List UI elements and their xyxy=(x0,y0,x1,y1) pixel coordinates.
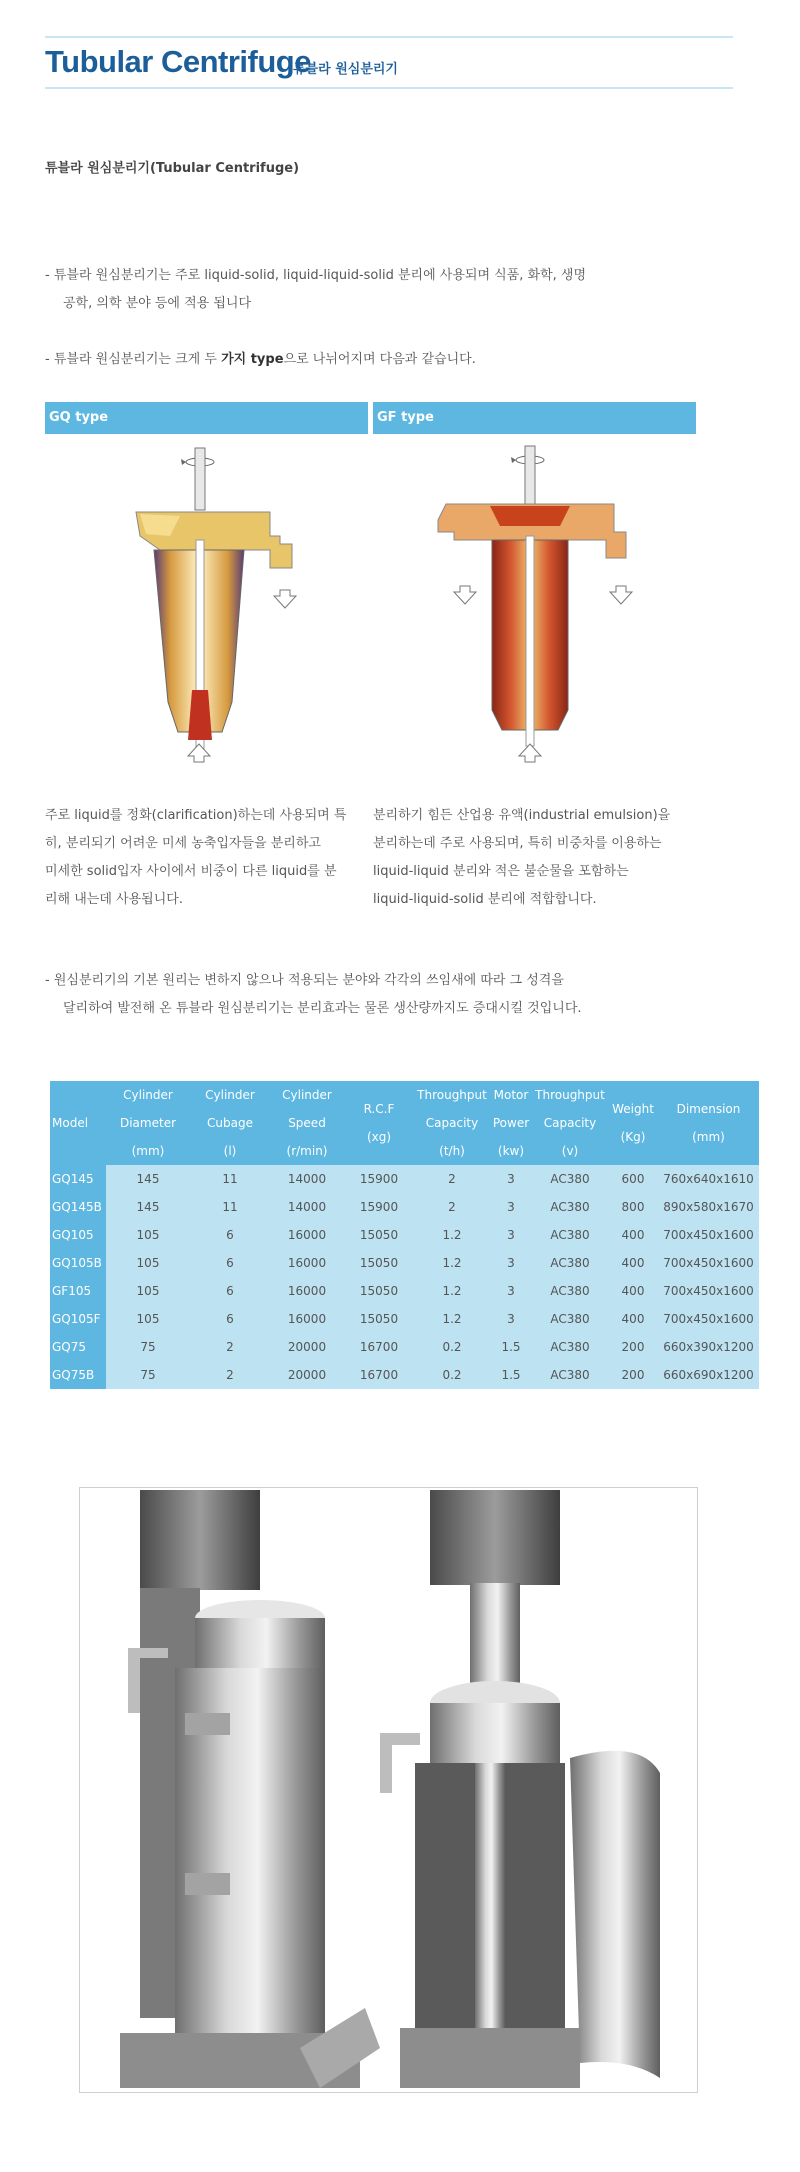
bullet-2-post: 으로 나뉘어지며 다음과 같습니다. xyxy=(283,352,476,367)
table-cell: 3 xyxy=(490,1277,532,1305)
section-title: 튜블라 원심분리기(Tubular Centrifuge) xyxy=(45,161,300,176)
title-underline xyxy=(45,87,733,89)
table-cell: 2 xyxy=(414,1165,490,1193)
gq-desc-line-3: 미세한 solid입자 사이에서 비중이 다른 liquid를 분 xyxy=(45,864,337,879)
table-row xyxy=(50,1277,759,1305)
table-cell: 16000 xyxy=(270,1277,344,1305)
table-cell: 16700 xyxy=(344,1361,414,1389)
spec-table xyxy=(50,1081,759,1389)
product-photo xyxy=(79,1487,698,2093)
table-cell: 145 xyxy=(106,1193,190,1221)
table-cell: 2 xyxy=(190,1361,270,1389)
table-cell: 760x640x1610 xyxy=(658,1165,759,1193)
table-cell: AC380 xyxy=(532,1361,608,1389)
table-cell: 700x450x1600 xyxy=(658,1249,759,1277)
table-cell: 15050 xyxy=(344,1221,414,1249)
gf-description xyxy=(373,802,713,914)
table-cell: 15900 xyxy=(344,1193,414,1221)
table-cell: 400 xyxy=(608,1249,658,1277)
table-cell: 800 xyxy=(608,1193,658,1221)
col-weight: Weight (Kg) xyxy=(608,1081,658,1165)
model-cell: GQ75B xyxy=(50,1361,106,1389)
gq-type-bar xyxy=(45,402,368,434)
table-row xyxy=(50,1361,759,1389)
table-cell: 3 xyxy=(490,1249,532,1277)
gq-desc-line-4: 리해 내는데 사용됩니다. xyxy=(45,892,183,907)
gf-type-bar xyxy=(373,402,696,434)
page-subtitle: 튜블라 원심분리기 xyxy=(293,62,398,77)
gq-centrifuge-diagram xyxy=(120,440,310,770)
col-motor-power: Motor Power (kw) xyxy=(490,1081,532,1165)
table-cell: AC380 xyxy=(532,1333,608,1361)
table-cell: 660x690x1200 xyxy=(658,1361,759,1389)
table-cell: 2 xyxy=(190,1333,270,1361)
bullet-1-line-2: 공학, 의학 분야 등에 적용 됩니다 xyxy=(63,296,252,311)
table-cell: 105 xyxy=(106,1277,190,1305)
table-cell: 1.2 xyxy=(414,1305,490,1333)
table-cell: AC380 xyxy=(532,1249,608,1277)
gf-desc-line-4: liquid-liquid-solid 분리에 적합합니다. xyxy=(373,892,597,907)
col-cylinder-speed: Cylinder Speed (r/min) xyxy=(270,1081,344,1165)
model-cell: GQ105F xyxy=(50,1305,106,1333)
table-cell: AC380 xyxy=(532,1305,608,1333)
table-row xyxy=(50,1305,759,1333)
centrifuge-photo-illustration xyxy=(80,1488,697,2092)
col-model: Model xyxy=(50,1081,106,1165)
table-cell: 11 xyxy=(190,1193,270,1221)
table-cell: 11 xyxy=(190,1165,270,1193)
bullet-3-line-1: - 원심분리기의 기본 원리는 변하지 않으나 적용되는 분야와 각각의 쓰임새에 따라 그 성격을 xyxy=(45,973,564,988)
table-cell: 1.5 xyxy=(490,1361,532,1389)
model-cell: GQ75 xyxy=(50,1333,106,1361)
table-cell: AC380 xyxy=(532,1193,608,1221)
top-rule xyxy=(45,36,733,38)
model-cell: GQ145 xyxy=(50,1165,106,1193)
spec-header-row xyxy=(50,1081,759,1165)
table-cell: 15050 xyxy=(344,1305,414,1333)
table-cell: 105 xyxy=(106,1305,190,1333)
bullet-2-bold: 가지 type xyxy=(221,352,284,367)
table-cell: 200 xyxy=(608,1333,658,1361)
table-cell: 600 xyxy=(608,1165,658,1193)
table-cell: 14000 xyxy=(270,1165,344,1193)
gq-type-label: GQ type xyxy=(49,410,109,425)
table-cell: 400 xyxy=(608,1221,658,1249)
table-cell: 6 xyxy=(190,1277,270,1305)
table-cell: 3 xyxy=(490,1193,532,1221)
table-cell: 0.2 xyxy=(414,1361,490,1389)
table-cell: 700x450x1600 xyxy=(658,1305,759,1333)
bullet-3 xyxy=(45,967,582,1023)
page-title: Tubular Centrifuge xyxy=(45,44,311,79)
table-cell: 6 xyxy=(190,1221,270,1249)
table-cell: 3 xyxy=(490,1165,532,1193)
bullet-2 xyxy=(45,346,476,374)
table-cell: AC380 xyxy=(532,1277,608,1305)
table-cell: 1.2 xyxy=(414,1249,490,1277)
table-row xyxy=(50,1193,759,1221)
table-cell: 15050 xyxy=(344,1277,414,1305)
bullet-1-line-1: - 튜블라 원심분리기는 주로 liquid-solid, liquid-liquid-solid 분리에 사용되며 식품, 화학, 생명 xyxy=(45,268,587,283)
gf-centrifuge-diagram xyxy=(430,440,660,770)
bullet-2-pre: - 튜블라 원심분리기는 크게 두 xyxy=(45,352,222,367)
table-row xyxy=(50,1165,759,1193)
table-cell: 400 xyxy=(608,1305,658,1333)
table-cell: 16000 xyxy=(270,1221,344,1249)
gq-description xyxy=(45,802,375,914)
gf-type-label: GF type xyxy=(377,410,434,425)
col-cylinder-diameter: Cylinder Diameter (mm) xyxy=(106,1081,190,1165)
table-cell: 14000 xyxy=(270,1193,344,1221)
table-cell: 20000 xyxy=(270,1333,344,1361)
gf-desc-line-1: 분리하기 힘든 산업용 유액(industrial emulsion)을 xyxy=(373,808,671,823)
model-cell: GQ145B xyxy=(50,1193,106,1221)
gf-desc-line-2: 분리하는데 주로 사용되며, 특히 비중차를 이용하는 xyxy=(373,836,662,851)
col-dimension: Dimension (mm) xyxy=(658,1081,759,1165)
gf-desc-line-3: liquid-liquid 분리와 적은 불순물을 포함하는 xyxy=(373,864,629,879)
table-cell: 700x450x1600 xyxy=(658,1277,759,1305)
table-cell: 75 xyxy=(106,1361,190,1389)
table-cell: 890x580x1670 xyxy=(658,1193,759,1221)
table-cell: 2 xyxy=(414,1193,490,1221)
table-cell: AC380 xyxy=(532,1221,608,1249)
table-cell: 105 xyxy=(106,1221,190,1249)
table-cell: 0.2 xyxy=(414,1333,490,1361)
table-cell: 200 xyxy=(608,1361,658,1389)
table-cell: 16000 xyxy=(270,1305,344,1333)
table-cell: 15900 xyxy=(344,1165,414,1193)
table-cell: 1.5 xyxy=(490,1333,532,1361)
table-cell: 3 xyxy=(490,1221,532,1249)
table-row xyxy=(50,1249,759,1277)
table-cell: 700x450x1600 xyxy=(658,1221,759,1249)
table-cell: 15050 xyxy=(344,1249,414,1277)
model-cell: GQ105B xyxy=(50,1249,106,1277)
table-row xyxy=(50,1221,759,1249)
table-cell: 1.2 xyxy=(414,1277,490,1305)
col-rcf: R.C.F (xg) xyxy=(344,1081,414,1165)
gq-desc-line-2: 히, 분리되기 어려운 미세 농축입자들을 분리하고 xyxy=(45,836,321,851)
table-cell: 400 xyxy=(608,1277,658,1305)
model-cell: GQ105 xyxy=(50,1221,106,1249)
table-cell: 660x390x1200 xyxy=(658,1333,759,1361)
bullet-1 xyxy=(45,262,586,318)
table-cell: 6 xyxy=(190,1249,270,1277)
gq-desc-line-1: 주로 liquid를 정화(clarification)하는데 사용되며 특 xyxy=(45,808,347,823)
table-cell: 145 xyxy=(106,1165,190,1193)
model-cell: GF105 xyxy=(50,1277,106,1305)
table-cell: 16000 xyxy=(270,1249,344,1277)
table-cell: 3 xyxy=(490,1305,532,1333)
table-row xyxy=(50,1333,759,1361)
col-throughput-capacity: Throughput Capacity (t/h) xyxy=(414,1081,490,1165)
table-cell: 75 xyxy=(106,1333,190,1361)
table-cell: 105 xyxy=(106,1249,190,1277)
table-cell: 6 xyxy=(190,1305,270,1333)
table-cell: 20000 xyxy=(270,1361,344,1389)
col-throughput-voltage: Throughput Capacity (v) xyxy=(532,1081,608,1165)
bullet-3-line-2: 달리하여 발전해 온 튜블라 원심분리기는 분리효과는 물론 생산량까지도 증대시킬 것입니다. xyxy=(63,1001,582,1016)
table-cell: 16700 xyxy=(344,1333,414,1361)
col-cylinder-cubage: Cylinder Cubage (l) xyxy=(190,1081,270,1165)
table-cell: AC380 xyxy=(532,1165,608,1193)
table-cell: 1.2 xyxy=(414,1221,490,1249)
